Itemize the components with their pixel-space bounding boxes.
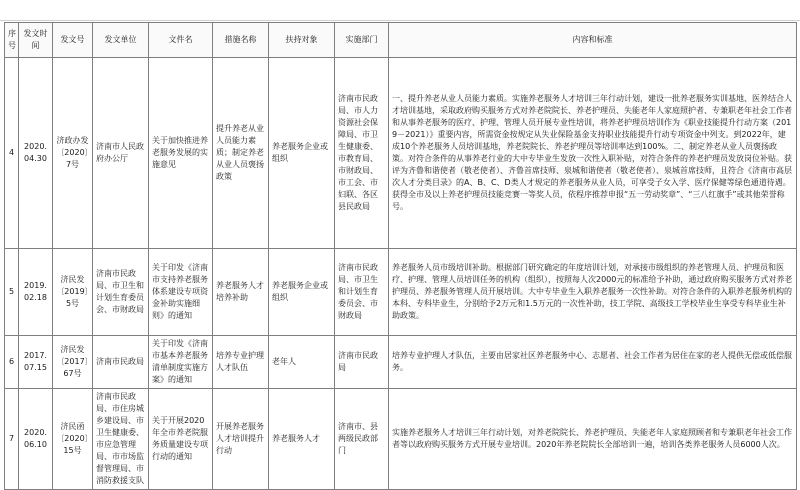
- header-content: 内容和标准: [389, 23, 797, 58]
- cell-target: 养老服务企业或组织: [269, 58, 335, 249]
- cell-issuer: 济南市人民政府办公厅: [93, 58, 149, 249]
- cell-dept: 济南市民政局: [335, 336, 389, 389]
- cell-file-name: 关于印发《济南市支持养老服务体系建设专项资金补助实施细则》的通知: [149, 249, 213, 336]
- table-header-row: [5, 23, 797, 58]
- cell-seq: 6: [5, 336, 19, 389]
- cell-date: 2020.06.10: [19, 389, 53, 490]
- cell-issuer: 济南市民政局: [93, 336, 149, 389]
- cell-content: 一、提升养老从业人员能力素质。实施养老服务人才培训三年行动计划，建设一批养老服务实训基地、医养结合人才培训基地，采取政府购买服务方式对养老院院长、养老护理员、失能老年人家庭照护者、专兼职老年社会工作者和从事养老服务的医疗、护理、管理人员开展专业性培训，将养老护理员培训作为《职业技能提升行动方案（2019－2021）》重要内容，所需资金按规定从失业保险基金支持职业技能提升行动专项资金中列支。到2022年，建成10个养老服务人员培训基地，养老院院长、养老护理员等培训率达到100%。二、制定养老从业人员褒扬政策。对符合条件的从事养老行业的大中专毕业生发放一次性入职补贴，对符合条件的养老护理员发放岗位补贴。获评为齐鲁和谐使者（敬老使者）、齐鲁首席技师、泉城和谐使者（敬老使者）、泉城首席技师，且符合《济南市高层次人才分类目录》的A、B、C、D类人才规定的养老服务从业人员，可享受子女入学、医疗保健等绿色通道待遇。获得全市及以上养老护理员技能竞赛一等奖人员，依程序推荐申报“五一劳动奖章”、“三八红旗手”或其他荣誉称号。: [389, 58, 797, 249]
- header-file-name: 文件名: [149, 23, 213, 58]
- cell-date: 2020.04.30: [19, 58, 53, 249]
- cell-measure: 开展养老服务人才培训提升行动: [213, 389, 269, 490]
- cell-doc-no: 济民发〔2017〕67号: [53, 336, 93, 389]
- cell-date: 2017.07.15: [19, 336, 53, 389]
- cell-dept: 济南市民政局、市卫生和计划生育委员会、市财政局: [335, 249, 389, 336]
- cell-measure: 培养专业护理人才队伍: [213, 336, 269, 389]
- cell-target: 养老服务企业或组织: [269, 249, 335, 336]
- cell-dept: 济南市、县两级民政部门: [335, 389, 389, 490]
- header-measure: 措施名称: [213, 23, 269, 58]
- cell-issuer: 济南市民政局、市卫生和计划生育委员会、市财政局: [93, 249, 149, 336]
- table-row: [5, 389, 797, 490]
- page-top-edge: [0, 0, 800, 21]
- header-dept: 实施部门: [335, 23, 389, 58]
- cell-measure: 提升养老从业人员能力素质；制定养老从业人员褒扬政策: [213, 58, 269, 249]
- cell-target: 老年人: [269, 336, 335, 389]
- cell-file-name: 关于加快推进养老服务发展的实施意见: [149, 58, 213, 249]
- cell-doc-no: 济政办发〔2020〕7号: [53, 58, 93, 249]
- header-doc-no: 发文号: [53, 23, 93, 58]
- table-row: [5, 58, 797, 249]
- cell-date: 2019.02.18: [19, 249, 53, 336]
- cell-measure: 养老服务人才培养补助: [213, 249, 269, 336]
- cell-doc-no: 济民发〔2019〕5号: [53, 249, 93, 336]
- table-row: [5, 336, 797, 389]
- cell-dept: 济南市民政局、市人力资源社会保障局、市卫生健康委、市教育局、市财政局、市工会、市妇联、各区县民政局: [335, 58, 389, 249]
- cell-seq: 4: [5, 58, 19, 249]
- cell-seq: 5: [5, 249, 19, 336]
- cell-issuer: 济南市民政局、市住房城乡建设局、市卫生健康委、市应急管理局、市市场监督管理局、市消防救援支队: [93, 389, 149, 490]
- cell-content: 养老服务人员市级培训补助。根据部门研究确定的年度培训计划，对承接市级组织的养老管理人员、护理员和医疗、护理、管理人员培训任务的机构（组织），按照每人次2000元的标准给予补助，通过政府购买服务方式对养老护理员、养老服务管理人员开展培训。大中专毕业生入职养老服务一次性补助。对符合条件的入职养老服务机构的本科、专科毕业生，分别给予2万元和1.5万元的一次性补助，技工学院、高级技工学校毕业生享受专科毕业生补助政策。: [389, 249, 797, 336]
- header-seq: 序号: [5, 23, 19, 58]
- cell-doc-no: 济民函〔2020〕15号: [53, 389, 93, 490]
- header-target: 扶持对象: [269, 23, 335, 58]
- table-row: [5, 249, 797, 336]
- header-date: 发文时间: [19, 23, 53, 58]
- policy-table: [4, 22, 797, 490]
- cell-content: 培养专业护理人才队伍，主要由居家社区养老服务中心、志愿者、社会工作者为居住在家的老人提供无偿或低偿服务。: [389, 336, 797, 389]
- cell-seq: 7: [5, 389, 19, 490]
- header-issuer: 发文单位: [93, 23, 149, 58]
- cell-target: 养老服务人才: [269, 389, 335, 490]
- cell-content: 实施养老服务人才培训三年行动计划，对养老院院长、养老护理员、失能老年人家庭照顾者和专兼职老年社会工作者等以政府购买服务方式开展专业培训。2020年养老院院长全部培训一遍，培训各类养老服务人员6000人次。: [389, 389, 797, 490]
- cell-file-name: 关于印发《济南市基本养老服务清单制度实施方案》的通知: [149, 336, 213, 389]
- cell-file-name: 关于开展2020年全市养老院服务质量建设专项行动的通知: [149, 389, 213, 490]
